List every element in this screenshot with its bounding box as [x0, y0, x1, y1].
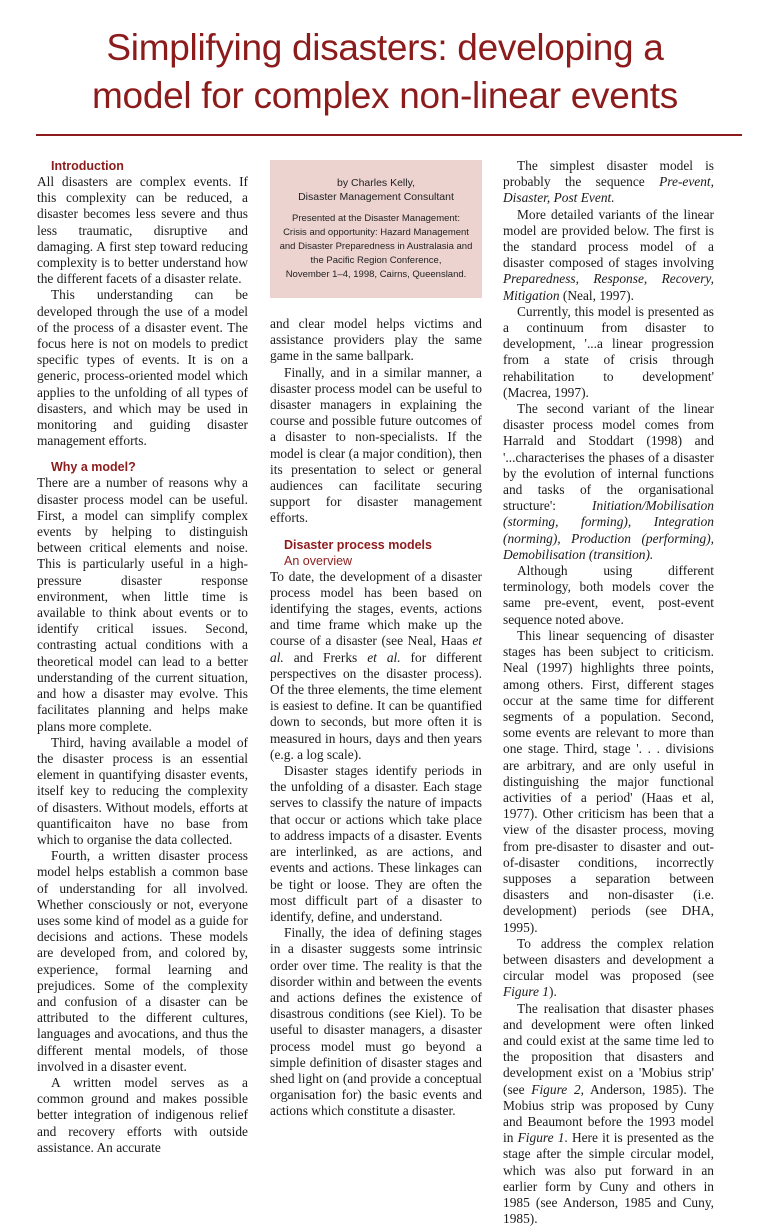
- paragraph: This linear sequencing of disaster stages has been subject to criticism. Neal (1997) highlights three points, among others. First, different stages occur at the same time for different segments of a population. Second, some events are relevant to more than one stage. Third, stage '. . . divisions are arbitrary, and are only useful in distinguishing the major functional activities of a period' (Haas et al, 1977). Other criticism has been that a view of the disaster process, moving from pre-disaster to disaster and out-of-disaster conditions, incorrectly supposes a separation between disasters and non-disaster (i.e. development) periods (see DHA, 1995).: [503, 627, 714, 935]
- paragraph: There are a number of reasons why a disaster process model can be useful. First, a model can simplify complex events by helping to distinguish between critical elements and noise. This is particularly useful in a high-pressure disaster response environment, when little time is available to think about events or to identify critical issues. Second, contrasting actual conditions with a theoretical model can lead to a better understanding of the current situation, and how a disaster may evolve. This facilitates planning and helps make plans more complete.: [37, 475, 248, 734]
- paragraph: The second variant of the linear disaster process model comes from Harrald and Stoddart (1998) and '...characterises the phases of a disaster by the evolution of internal functions and tasks of the organisational structure': Initiation/Mobilisation (storming, forming), Integration (norming), Production (performing), Demobilisation (transition).: [503, 401, 714, 562]
- presentation-note: [270, 212, 482, 282]
- paragraph: Finally, and in a similar manner, a disaster process model can be useful to disaster managers in explaining the course and possible future outcomes of a disaster to non-specialists. If the model is clear (a major condition), then its presentation to select or general audiences can facilitate securing support for disaster management efforts.: [270, 364, 482, 526]
- paragraph: Fourth, a written disaster process model helps establish a common base of understanding for all involved. Whether consciously or not, everyone uses some kind of model as a guide for decisions and actions. These models are developed from, and colored by, experience, formal learning and prejudices. Some of the complexity and confusion of a disaster can be attributed to the different cultures, languages and avocations, and thus the different mental models, of those involved in a disaster event.: [37, 848, 248, 1074]
- column-2: [270, 316, 482, 1120]
- presented-line: Crisis and opportunity: Hazard Management: [283, 227, 469, 238]
- presented-line: and Disaster Preparedness in Australasia and: [279, 241, 473, 252]
- paragraph: A written model serves as a common ground and makes possible better integration of indigenous relief and recovery efforts with outside assistance. An accurate: [37, 1074, 248, 1155]
- heading-why-a-model: Why a model?: [51, 460, 136, 475]
- paragraph: Finally, the idea of defining stages in a disaster suggests some intrinsic order over time. The reality is that the disorder within and between the events and actions defines the existence of disastrous conditions (see Kiel). To be useful to disaster managers, a disaster process model must go beyond a simple definition of disaster stages and shed light on (and provide a conceptual organisation for) the basic events and actions which constitute a disaster.: [270, 925, 482, 1119]
- paragraph: More detailed variants of the linear model are provided below. The first is the standard process model of a disaster composed of stages involving Preparedness, Response, Recovery, Mitigation (Neal, 1997).: [503, 206, 714, 303]
- column-1: [37, 158, 248, 1156]
- paragraph: Although using different terminology, both models cover the same pre-event, event, post-event sequence noted above.: [503, 563, 714, 627]
- author-line-1: by Charles Kelly,: [336, 177, 415, 189]
- paragraph: The simplest disaster model is probably the sequence Pre-event, Disaster, Post Event.: [503, 158, 714, 206]
- author: [270, 176, 482, 204]
- paragraph: The realisation that disaster phases and development were often linked and could exist at the same time led to the proposition that disasters and development exist on a 'Mobius strip' (see Figure 2, Anderson, 1985). The Mobius strip was proposed by Cuny and Beaumont before the 1993 model in Figure 1. Here it is presented as the stage after the simple circular model, which was also put forward in an earlier form by Cuny and others in 1985 (see Anderson, 1985 and Cuny, 1985).: [503, 1000, 715, 1227]
- paragraph: To address the complex relation between disasters and development a circular model was proposed (see Figure 1).: [503, 935, 714, 1000]
- paragraph: Third, having available a model of the disaster process is an essential element in quantifying disaster events, itself key to reducing the complexity of disasters. Without models, efforts at quantificaiton have no base from which to organise the data collected.: [37, 734, 248, 847]
- heading-disaster-process-models: Disaster process models: [284, 537, 432, 552]
- author-line-2: Disaster Management Consultant: [298, 191, 454, 203]
- paragraph: To date, the development of a disaster process model has been based on identifying the stages, events, actions and time frame which make up the course of a disaster (see Neal, Haas et al. and Frerks et al. for different perspectives on the disaster process). Of the three elements, the time element is easiest to define. It can be quantified down to seconds, but more often it is measured in hours, days and then years (e.g. a log scale).: [270, 568, 482, 762]
- subheading-an-overview: An overview: [284, 553, 353, 568]
- article-title: [40, 24, 730, 120]
- presented-line: November 1–4, 1998, Cairns, Queensland.: [285, 269, 467, 280]
- paragraph: and clear model helps victims and assistance providers play the same game in the same ballpark.: [270, 316, 482, 364]
- byline-box: [270, 160, 482, 298]
- paragraph: Disaster stages identify periods in the unfolding of a disaster. Each stage serves to classify the nature of impacts that occur or actions which take place to address impacts of a disaster. Events are interlinked, as are actions, and events and actions. These linkages can be tight or loose. They are often the most difficult part of a disaster to identify, define, and understand.: [270, 763, 482, 924]
- paragraph: This understanding can be developed through the use of a model of the process of a disaster event. The focus here is not on models to predict specific types of events. It is on a generic, process-oriented model which applies to the unfolding of all types of disasters, and which may be used in monitoring and guiding disaster management efforts.: [37, 287, 248, 449]
- presented-line: Presented at the Disaster Management:: [292, 213, 460, 224]
- title-line-1: Simplifying disasters: developing a: [106, 27, 664, 68]
- presented-line: the Pacific Region Conference,: [310, 255, 442, 266]
- paragraph: All disasters are complex events. If this complexity can be reduced, a disaster becomes less severe and thus less traumatic, disruptive and damaging. A first step toward reducing complexity is to better understand how the different facets of a disaster relate.: [37, 174, 248, 287]
- heading-introduction: Introduction: [51, 159, 124, 173]
- title-divider: [36, 134, 742, 136]
- title-line-2: model for complex non-linear events: [92, 75, 678, 116]
- paragraph: Currently, this model is presented as a continuum from disaster to development, '...a linear progression from a state of crisis through rehabilitation to development' (Macrea, 1997).: [503, 303, 714, 400]
- column-3: [503, 158, 714, 1227]
